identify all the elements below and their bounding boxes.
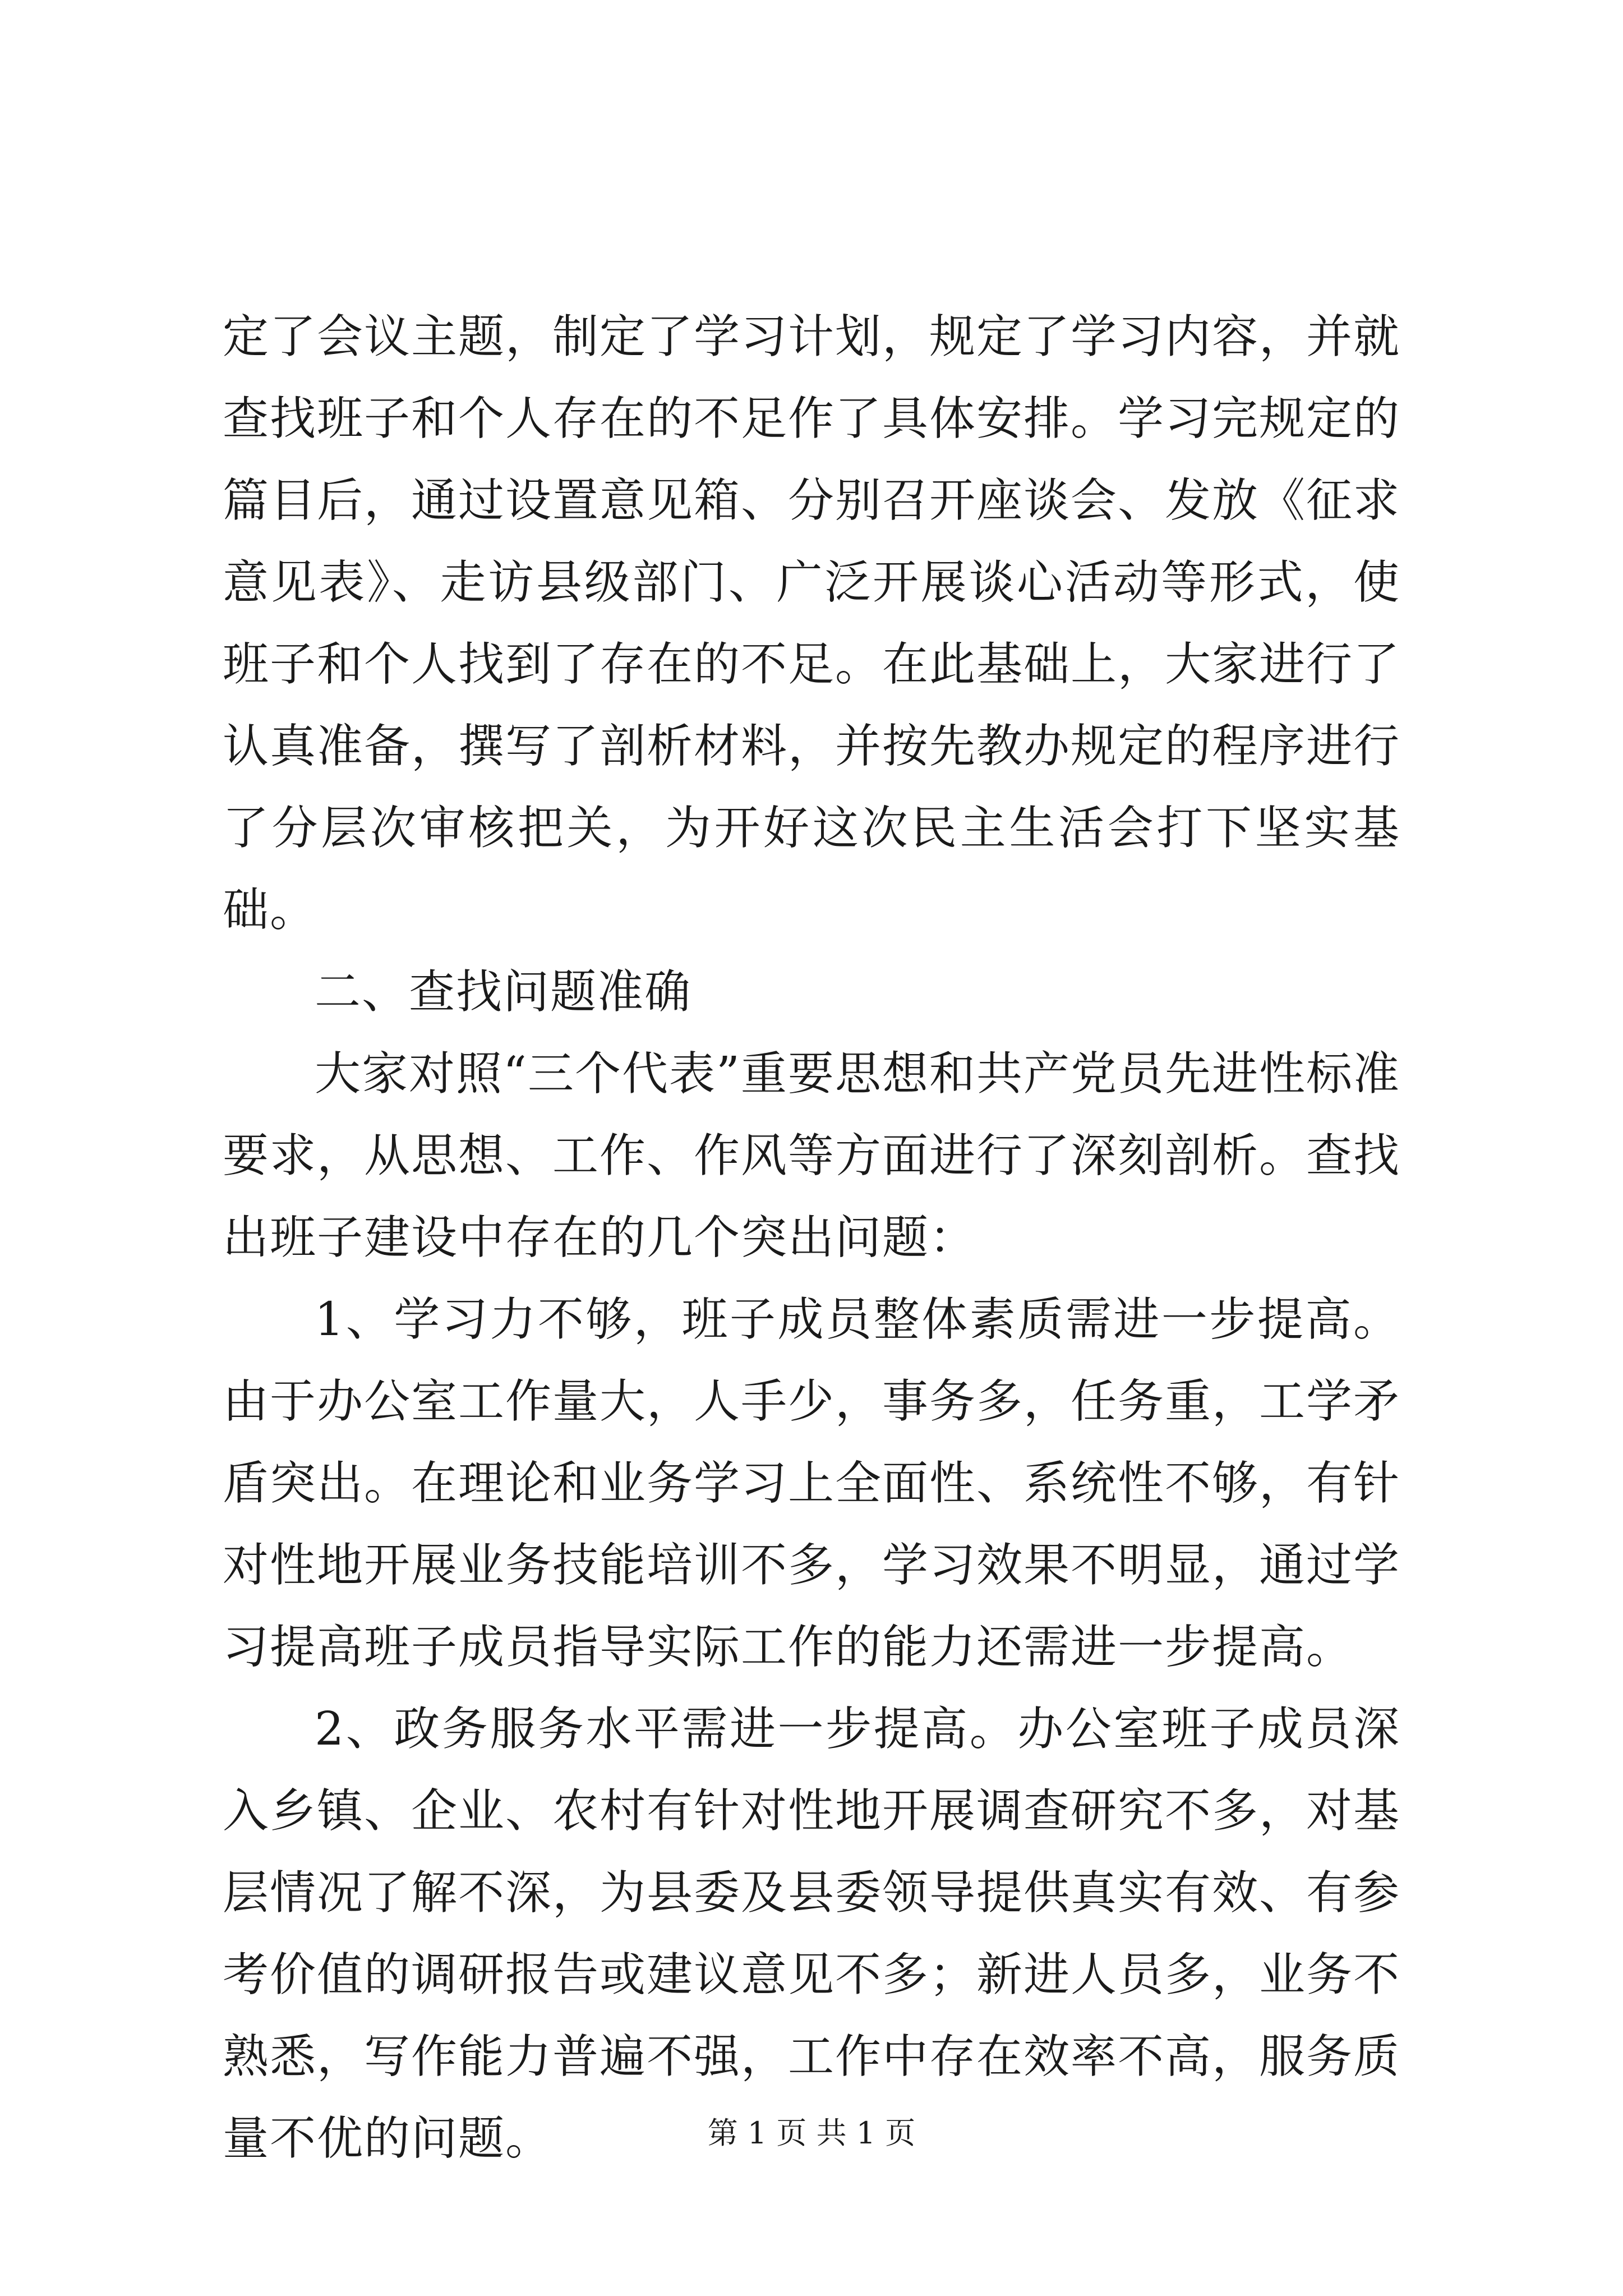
paragraph-item-2: 2、政务服务水平需进一步提高。办公室班子成员深入乡镇、企业、农村有针对性地开展调查研究不多，对基层情况了解不深，为县委及县委领导提供真实有效、有参考价值的调研报告或建议意见不多；新进人员多，业务不熟悉，写作能力普遍不强，工作中存在效率不高，服务质量不优的问题。 (223, 1703, 1401, 2165)
document-body (223, 296, 1400, 2180)
section-heading: 二、查找问题准确 (315, 965, 692, 1019)
page-footer: 第 1 页 共 1 页 (707, 2115, 916, 2151)
paragraph-item-1: 1、学习力不够，班子成员整体素质需进一步提高。由于办公室工作量大，人手少，事务多，任务重，工学矛盾突出。在理论和业务学习上全面性、系统性不够，有针对性地开展业务技能培训不多，学习效果不明显，通过学习提高班子成员指导实际工作的能力还需进一步提高。 (223, 1293, 1401, 1674)
paragraph-continuation: 定了会议主题，制定了学习计划，规定了学习内容，并就查找班子和个人存在的不足作了具体安排。学习完规定的篇目后，通过设置意见箱、分别召开座谈会、发放《征求意见表》、走访县级部门、广泛开展谈心活动等形式，使班子和个人找到了存在的不足。在此基础上，大家进行了认真准备，撰写了剖析材料，并按先教办规定的程序进行了分层次审核把关，为开好这次民主生活会打下坚实基础。 (223, 310, 1401, 937)
paragraph-intro: 大家对照“三个代表”重要思想和共产党员先进性标准要求，从思想、工作、作风等方面进行了深刻剖析。查找出班子建设中存在的几个突出问题： (223, 1047, 1401, 1264)
